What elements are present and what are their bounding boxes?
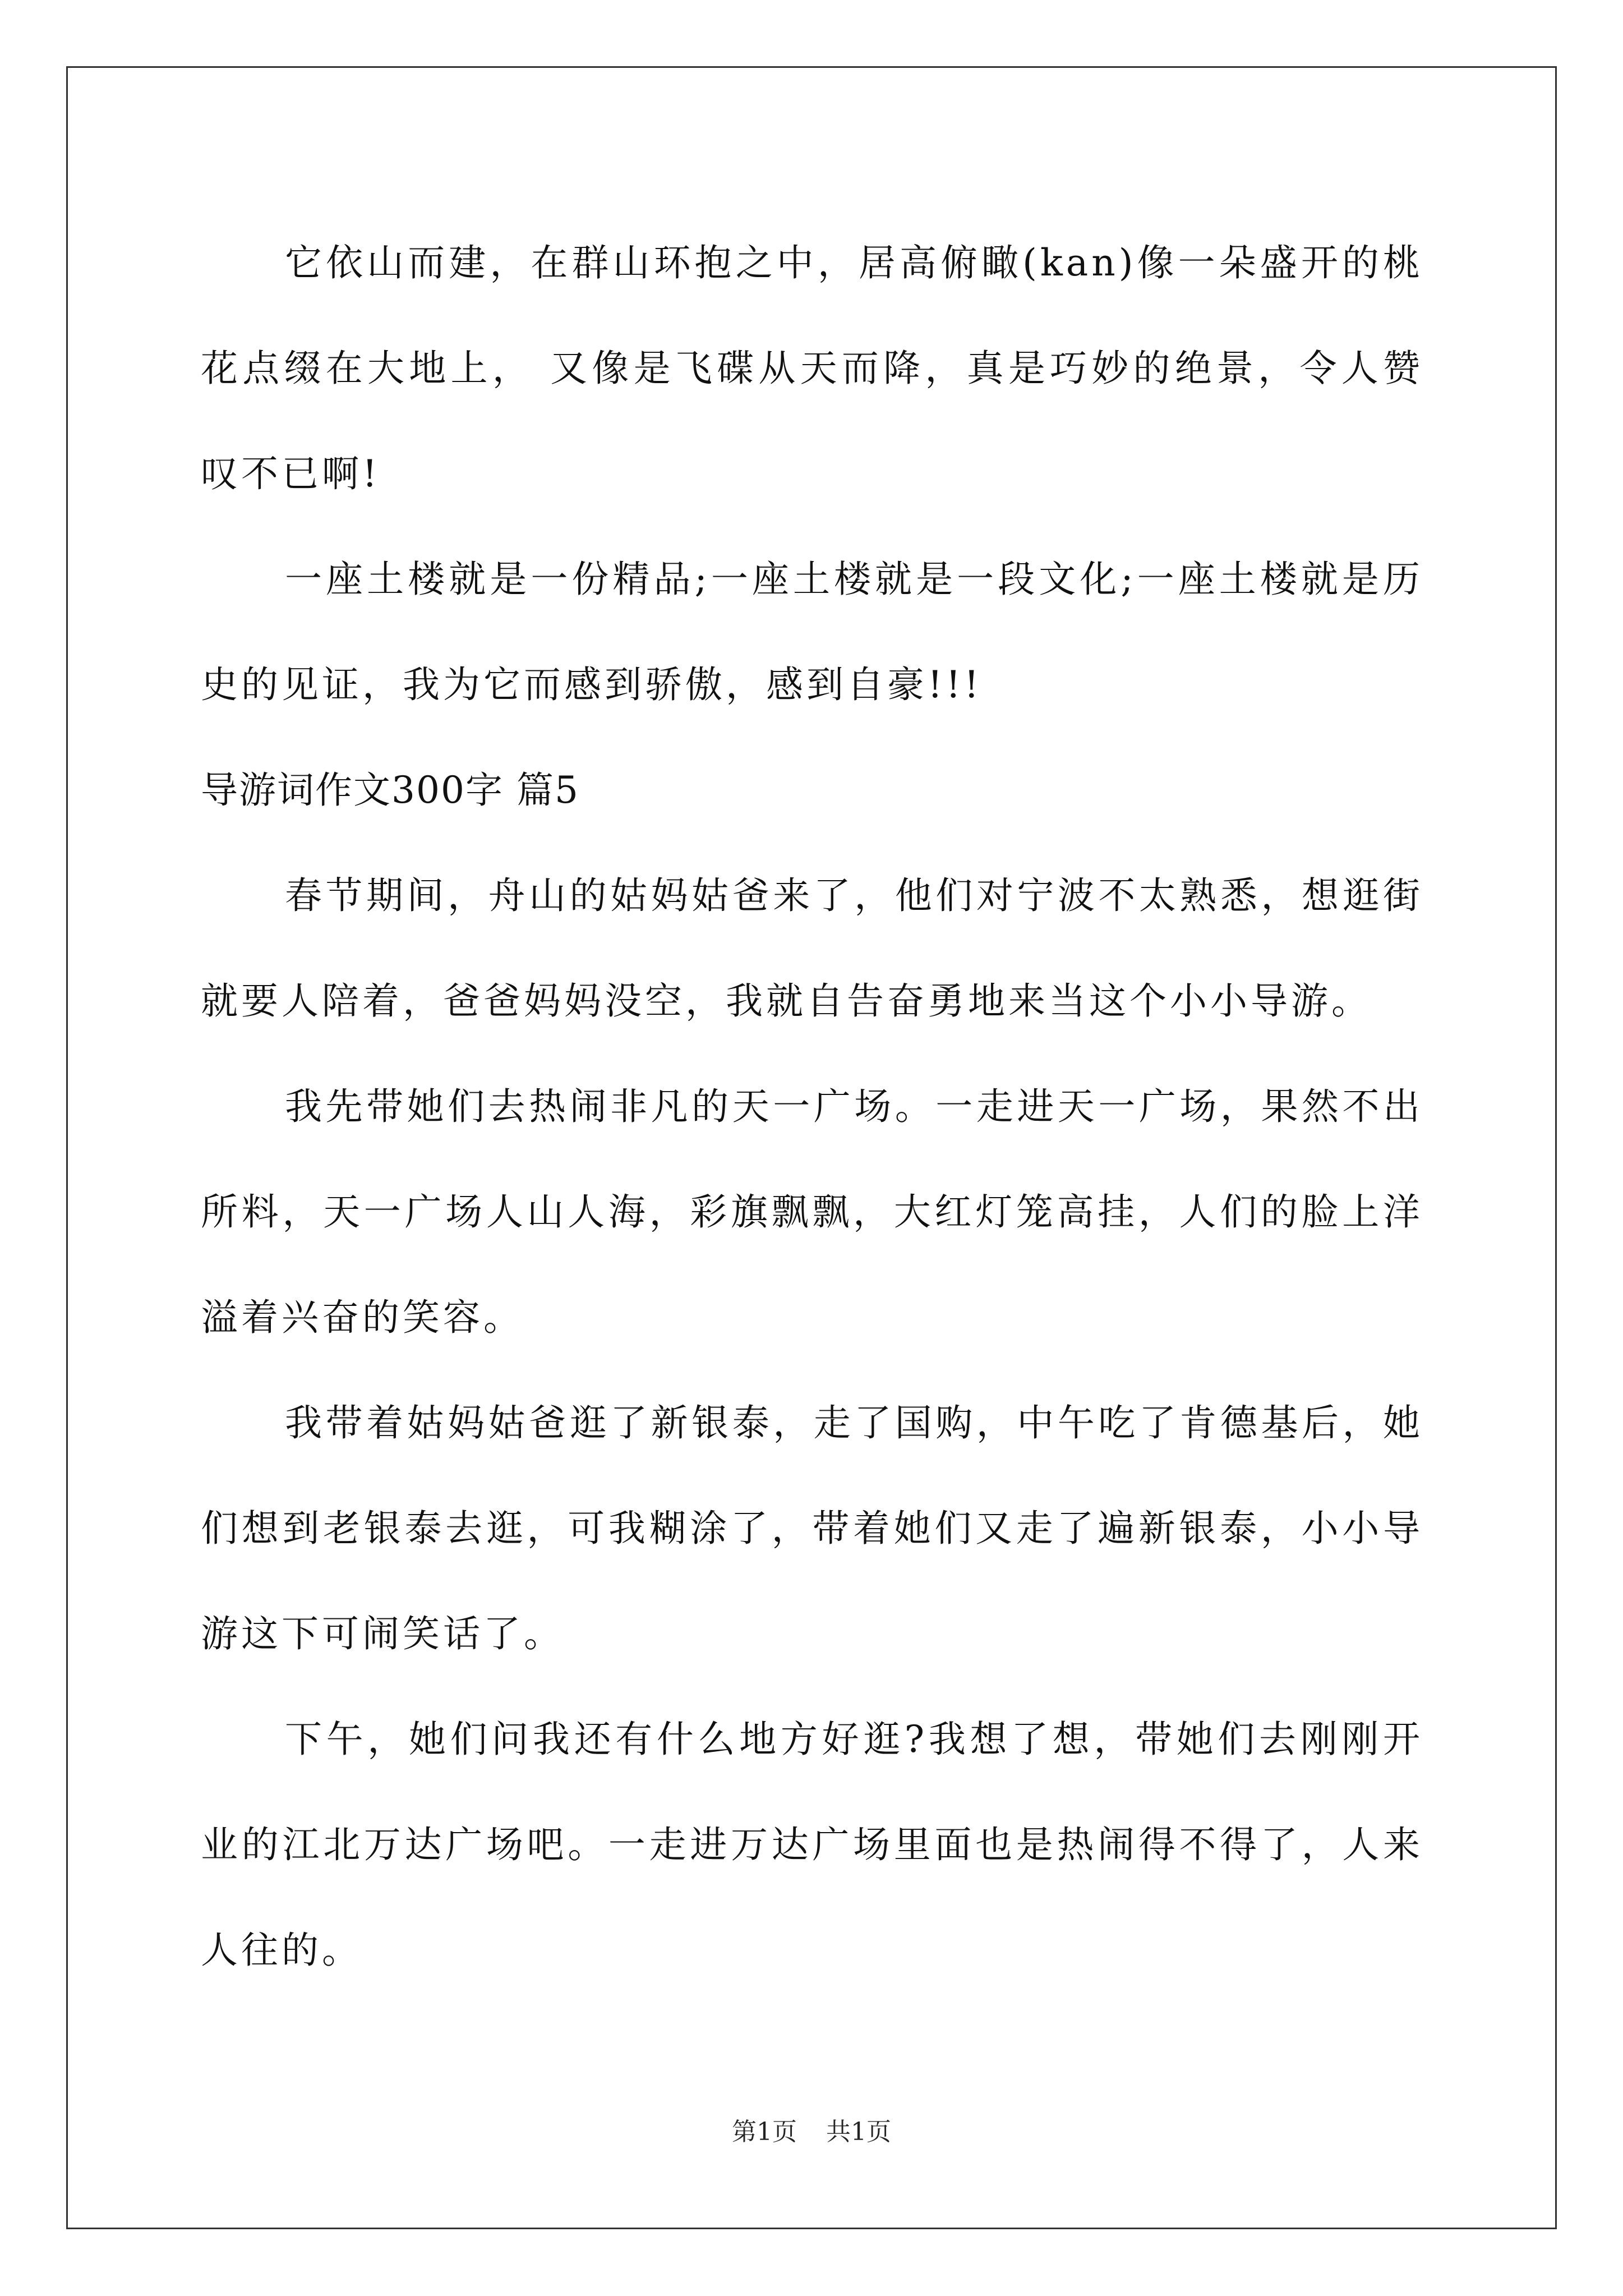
- page-number: 第1页: [732, 2118, 797, 2146]
- paragraph: 它依山而建，在群山环抱之中，居高俯瞰(kan)像一朵盛开的桃花点缀在大地上， 又像是飞碟从天而降，真是巧妙的绝景，令人赞叹不已啊!: [201, 241, 1423, 495]
- section-heading: 导游词作文300字 篇5: [201, 769, 579, 812]
- paragraph: 下午，她们问我还有什么地方好逛?我想了想，带她们去刚刚开业的江北万达广场吧。一走进万达广场里面也是热闹得不得了，人来人往的。: [201, 1718, 1423, 1972]
- paragraph: 我先带她们去热闹非凡的天一广场。一走进天一广场，果然不出所料，天一广场人山人海，彩旗飘飘，大红灯笼高挂，人们的脸上洋溢着兴奋的笑容。: [201, 1085, 1423, 1339]
- paragraph: 我带着姑妈姑爸逛了新银泰，走了国购，中午吃了肯德基后，她们想到老银泰去逛，可我糊涂了，带着她们又走了遍新银泰，小小导游这下可闹笑话了。: [201, 1401, 1423, 1655]
- page-total: 共1页: [826, 2118, 891, 2146]
- document-body: [201, 210, 1423, 2003]
- paragraph: 春节期间，舟山的姑妈姑爸来了，他们对宁波不太熟悉，想逛街就要人陪着，爸爸妈妈没空，我就自告奋勇地来当这个小小导游。: [201, 874, 1423, 1023]
- page-footer: [0, 2115, 1623, 2149]
- paragraph: 一座土楼就是一份精品;一座土楼就是一段文化;一座土楼就是历史的见证，我为它而感到骄傲，感到自豪!!!: [201, 558, 1423, 706]
